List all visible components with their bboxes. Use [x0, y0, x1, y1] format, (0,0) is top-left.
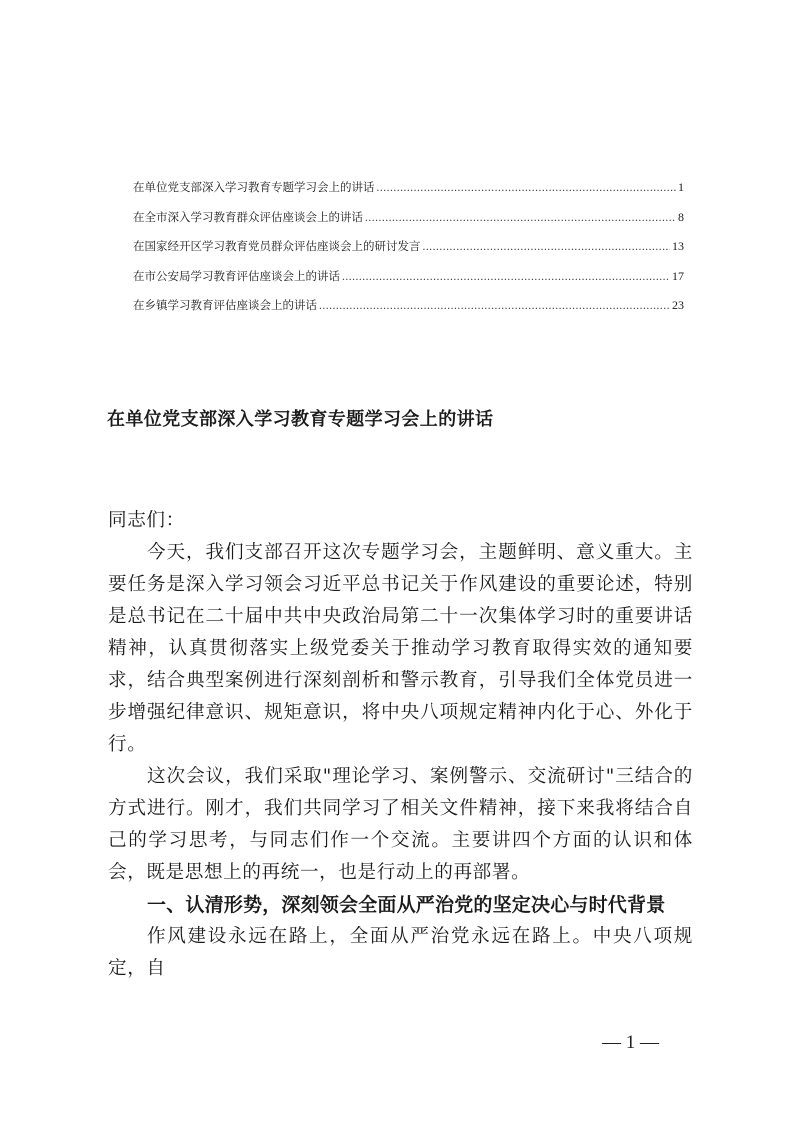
- toc-entry-title: 在乡镇学习教育评估座谈会上的讲话: [133, 298, 317, 313]
- salutation: 同志们：: [108, 510, 185, 531]
- body-paragraph: 作风建设永远在路上，全面从严治党永远在路上。中央八项规定，自: [108, 926, 693, 979]
- toc-entry[interactable]: [133, 209, 684, 239]
- section-heading: 一、认清形势，深刻领会全面从严治党的坚定决心与时代背景: [147, 894, 666, 916]
- page-number: — 1 —: [602, 1032, 659, 1053]
- document-title: 在单位党支部深入学习教育专题学习会上的讲话: [107, 409, 494, 430]
- toc-leader-dots: [377, 180, 677, 196]
- toc-leader-dots: [423, 239, 671, 255]
- document-body: [108, 505, 693, 985]
- body-paragraph: 这次会议，我们采取"理论学习、案例警示、交流研讨"三结合的方式进行。刚才，我们共同学习了相关文件精神，接下来我将结合自己的学习思考，与同志们作一个交流。主要讲四个方面的认识和体会，既是思想上的再统一，也是行动上的再部署。: [108, 766, 693, 883]
- toc-entry[interactable]: [133, 179, 684, 209]
- toc-leader-dots: [365, 210, 676, 226]
- toc-entry-title: 在单位党支部深入学习教育专题学习会上的讲话: [133, 180, 375, 194]
- table-of-contents: [133, 179, 684, 327]
- toc-entry-title: 在市公安局学习教育评估座谈会上的讲话: [133, 268, 340, 283]
- toc-entry[interactable]: [133, 238, 684, 268]
- body-paragraph: 今天，我们支部召开这次专题学习会，主题鲜明、意义重大。主要任务是深入学习领会习近平总书记关于作风建设的重要论述，特别是总书记在二十届中共中央政治局第二十一次集体学习时的重要讲话精神，认真贯彻落实上级党委关于推动学习教育取得实效的通知要求，结合典型案例进行深刻剖析和警示教育，引导我们全体党员进一步增强纪律意识、规矩意识，将中央八项规定精神内化于心、外化于行。: [108, 542, 693, 755]
- toc-entry-page: 8: [678, 209, 684, 224]
- toc-entry-page: 13: [672, 239, 684, 254]
- toc-leader-dots: [319, 298, 670, 314]
- toc-entry-title: 在国家经开区学习教育党员群众评估座谈会上的研讨发言: [133, 239, 421, 254]
- toc-entry-page: 1: [678, 180, 684, 194]
- toc-leader-dots: [342, 269, 670, 285]
- toc-entry-page: 17: [672, 268, 684, 283]
- toc-entry[interactable]: [133, 297, 684, 327]
- toc-entry[interactable]: [133, 268, 684, 298]
- toc-entry-page: 23: [672, 298, 684, 313]
- toc-entry-title: 在全市深入学习教育群众评估座谈会上的讲话: [133, 209, 363, 224]
